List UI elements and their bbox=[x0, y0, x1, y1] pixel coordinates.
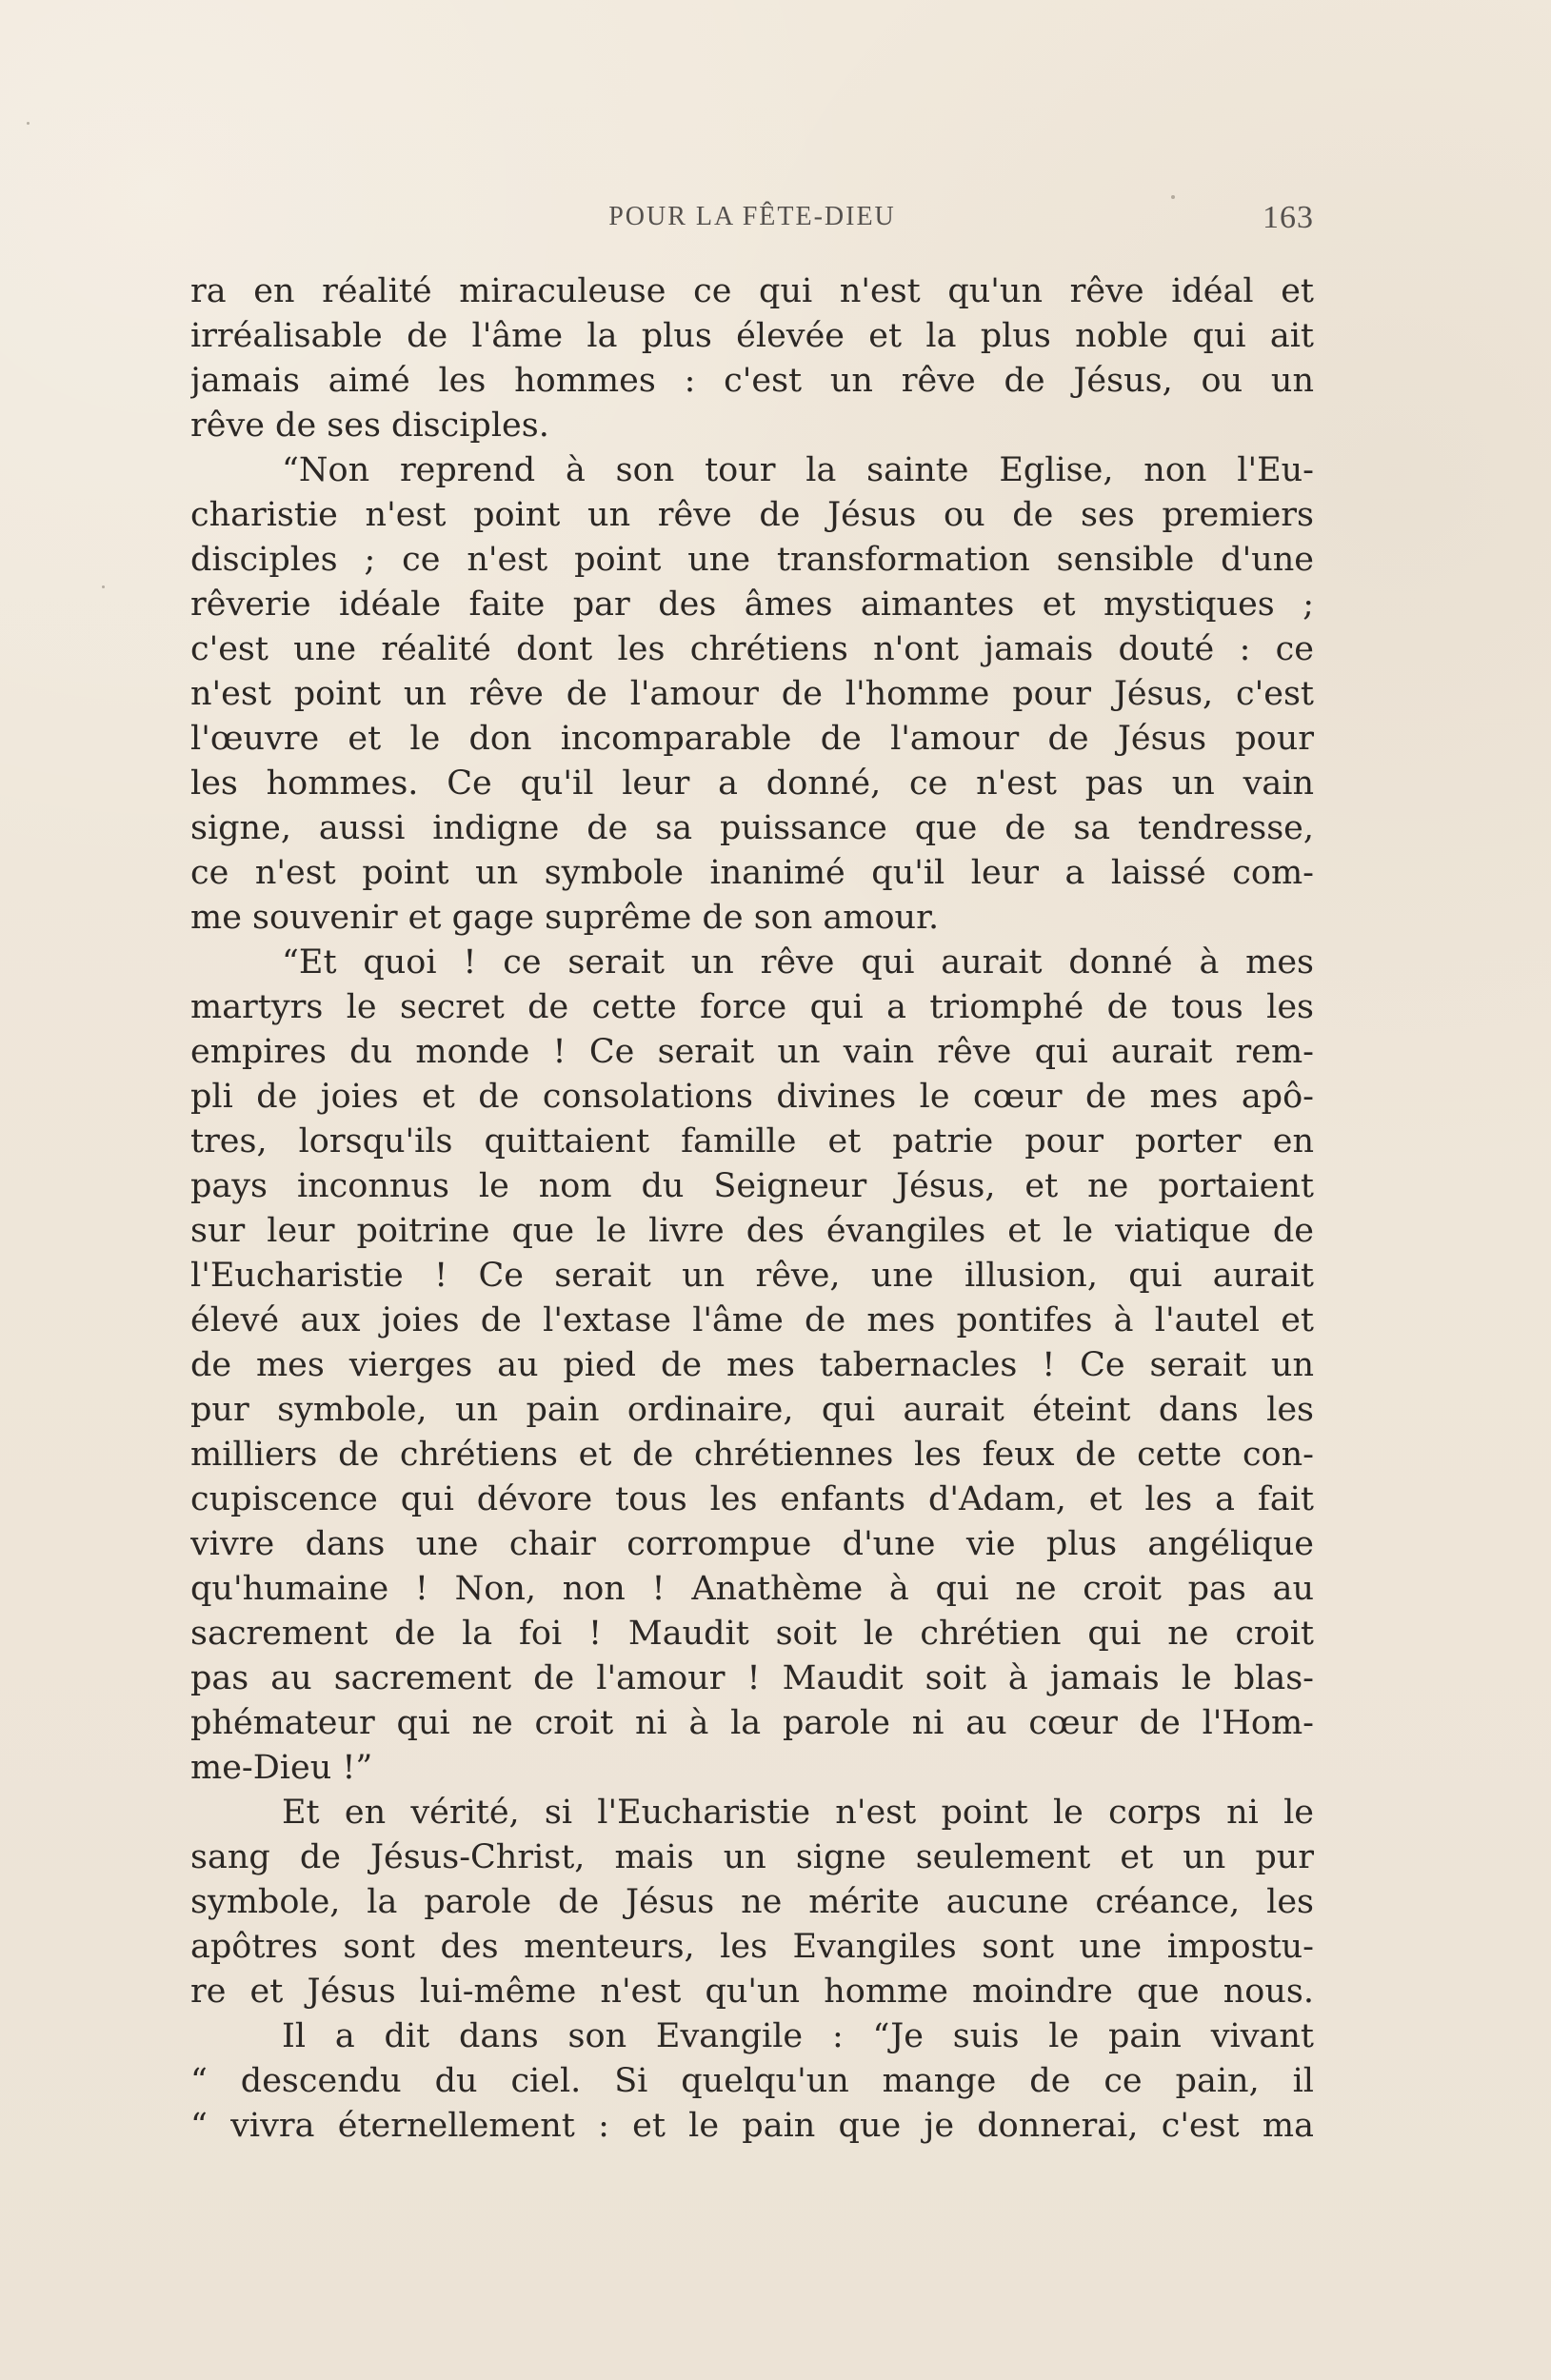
text-line: “ descendu du ciel. Si quelqu'un mange de ce pain, il bbox=[190, 2062, 1314, 2100]
text-line: cupiscence qui dévore tous les enfants d'Adam, et les a fait bbox=[190, 1480, 1314, 1518]
page-number: 163 bbox=[1263, 200, 1314, 235]
text-line: sur leur poitrine que le livre des évangiles et le viatique de bbox=[190, 1212, 1314, 1250]
paper-speck bbox=[27, 122, 30, 125]
text-line: rêve de ses disciples. bbox=[190, 407, 549, 445]
text-line: jamais aimé les hommes : c'est un rêve de Jésus, ou un bbox=[190, 362, 1314, 400]
paragraph-start-line: “Et quoi ! ce serait un rêve qui aurait donné à mes bbox=[282, 943, 1314, 982]
text-line: phémateur qui ne croit ni à la parole ni au cœur de l'Hom- bbox=[190, 1704, 1314, 1742]
text-line: l'œuvre et le don incomparable de l'amour de Jésus pour bbox=[190, 720, 1314, 758]
text-line: milliers de chrétiens et de chrétiennes les feux de cette con- bbox=[190, 1436, 1314, 1474]
running-head: POUR LA FÊTE-DIEU bbox=[608, 202, 896, 231]
text-line: sang de Jésus-Christ, mais un signe seulement et un pur bbox=[190, 1838, 1314, 1876]
paragraph-start-line: Il a dit dans son Evangile : “Je suis le pain vivant bbox=[282, 2017, 1314, 2055]
text-line: n'est point un rêve de l'amour de l'homme pour Jésus, c'est bbox=[190, 675, 1314, 713]
paragraph-start-line: Et en vérité, si l'Eucharistie n'est point le corps ni le bbox=[282, 1794, 1314, 1832]
text-line: ce n'est point un symbole inanimé qu'il leur a laissé com- bbox=[190, 854, 1314, 892]
text-line: rêverie idéale faite par des âmes aimantes et mystiques ; bbox=[190, 585, 1314, 624]
text-line: disciples ; ce n'est point une transformation sensible d'une bbox=[190, 541, 1314, 579]
text-line: vivre dans une chair corrompue d'une vie plus angélique bbox=[190, 1525, 1314, 1563]
text-line: l'Eucharistie ! Ce serait un rêve, une illusion, qui aurait bbox=[190, 1257, 1314, 1295]
text-line: irréalisable de l'âme la plus élevée et la plus noble qui ait bbox=[190, 317, 1314, 355]
text-line: les hommes. Ce qu'il leur a donné, ce n'est pas un vain bbox=[190, 764, 1314, 803]
text-line: empires du monde ! Ce serait un vain rêve qui aurait rem- bbox=[190, 1033, 1314, 1071]
text-line: “ vivra éternellement : et le pain que je donnerai, c'est ma bbox=[190, 2107, 1314, 2145]
text-line: me souvenir et gage suprême de son amour. bbox=[190, 899, 940, 937]
page-header bbox=[190, 202, 1314, 244]
text-line: martyrs le secret de cette force qui a triomphé de tous les bbox=[190, 988, 1314, 1026]
text-line: pur symbole, un pain ordinaire, qui aurait éteint dans les bbox=[190, 1391, 1314, 1429]
text-line: pays inconnus le nom du Seigneur Jésus, et ne portaient bbox=[190, 1167, 1314, 1205]
text-line: sacrement de la foi ! Maudit soit le chrétien qui ne croit bbox=[190, 1615, 1314, 1653]
paragraph-start-line: “Non reprend à son tour la sainte Eglise, non l'Eu- bbox=[282, 451, 1314, 489]
text-line: tres, lorsqu'ils quittaient famille et patrie pour porter en bbox=[190, 1122, 1314, 1160]
text-line: qu'humaine ! Non, non ! Anathème à qui ne croit pas au bbox=[190, 1570, 1314, 1608]
text-line: de mes vierges au pied de mes tabernacles ! Ce serait un bbox=[190, 1346, 1314, 1384]
paper-speck bbox=[1171, 195, 1175, 199]
body-text bbox=[190, 269, 1314, 2149]
text-line: élevé aux joies de l'extase l'âme de mes pontifes à l'autel et bbox=[190, 1301, 1314, 1339]
text-line: me-Dieu !” bbox=[190, 1749, 373, 1787]
text-line: symbole, la parole de Jésus ne mérite aucune créance, les bbox=[190, 1883, 1314, 1921]
text-line: re et Jésus lui-même n'est qu'un homme moindre que nous. bbox=[190, 1973, 1314, 2011]
text-line: charistie n'est point un rêve de Jésus ou de ses premiers bbox=[190, 496, 1314, 534]
text-line: c'est une réalité dont les chrétiens n'ont jamais douté : ce bbox=[190, 630, 1314, 668]
paper-speck bbox=[102, 585, 105, 588]
text-line: ra en réalité miraculeuse ce qui n'est qu'un rêve idéal et bbox=[190, 272, 1314, 310]
text-line: pas au sacrement de l'amour ! Maudit soit à jamais le blas- bbox=[190, 1659, 1314, 1697]
text-line: pli de joies et de consolations divines le cœur de mes apô- bbox=[190, 1078, 1314, 1116]
text-line: signe, aussi indigne de sa puissance que de sa tendresse, bbox=[190, 809, 1314, 847]
text-line: apôtres sont des menteurs, les Evangiles sont une impostu- bbox=[190, 1928, 1314, 1966]
